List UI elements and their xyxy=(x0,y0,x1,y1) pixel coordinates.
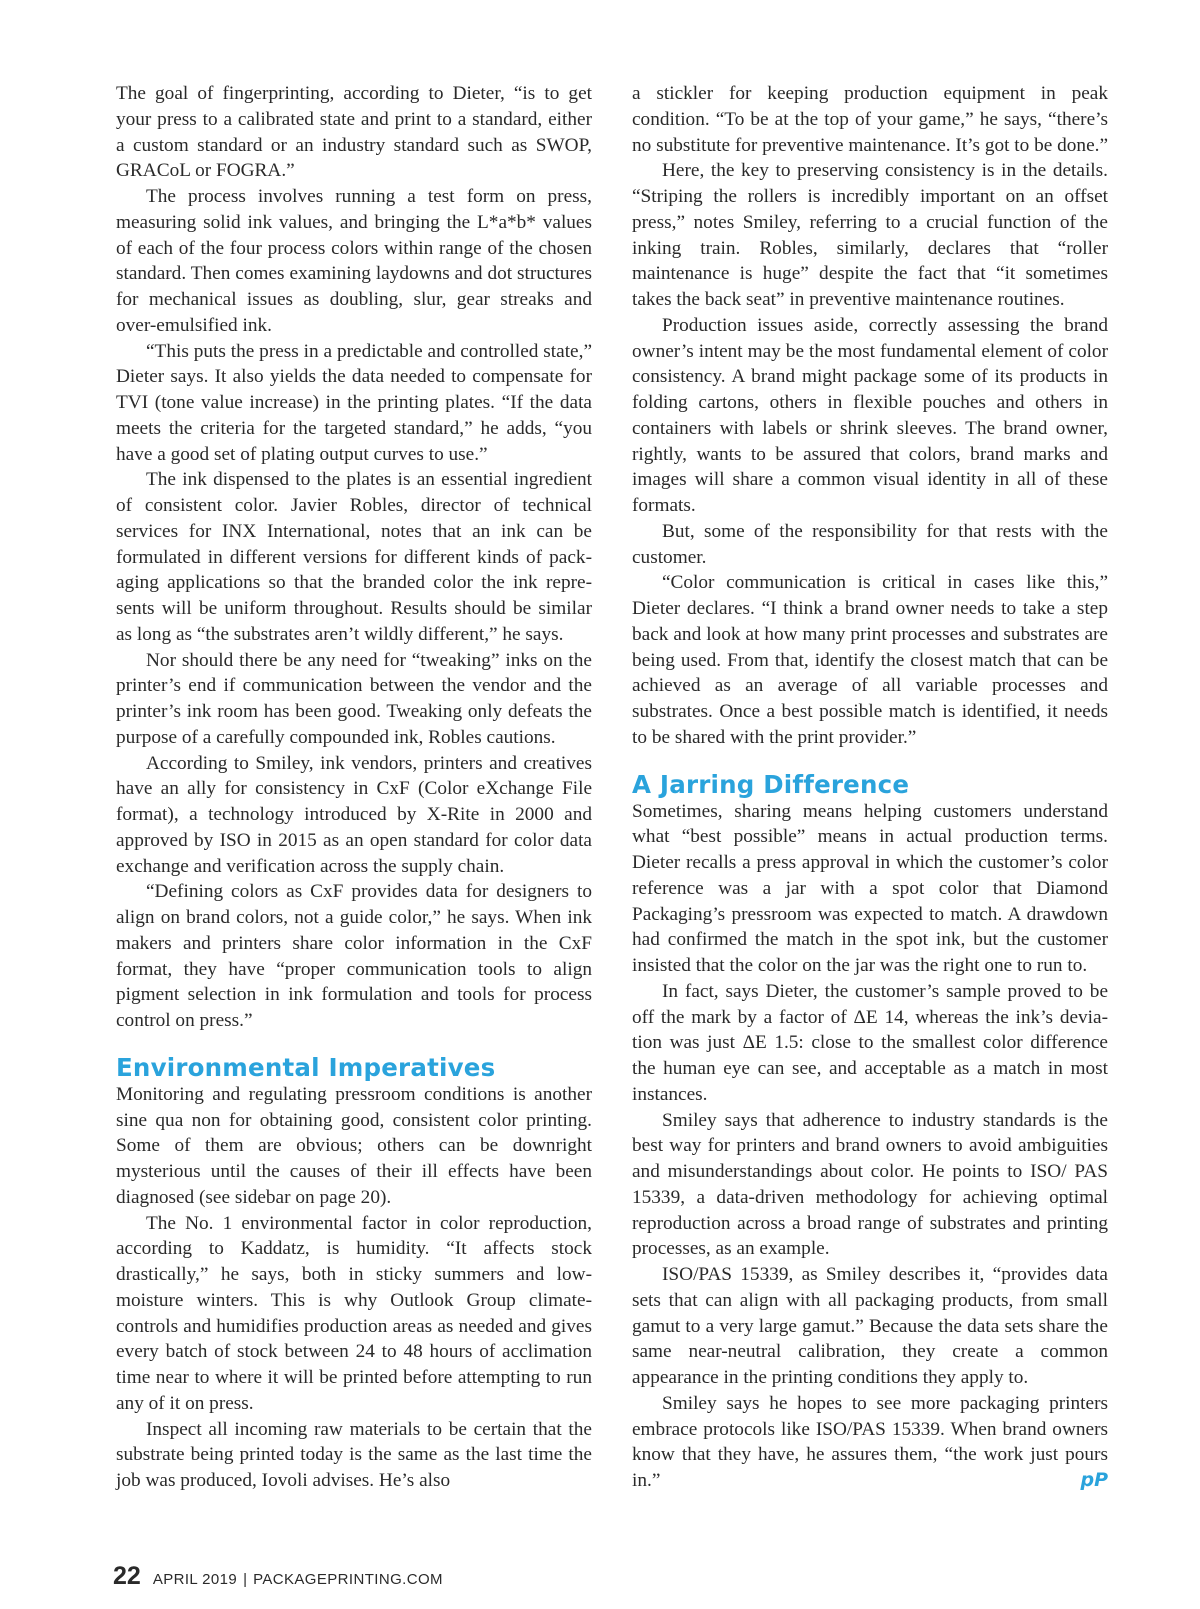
body-paragraph: The No. 1 environmental factor in color reproduction, according to Kaddatz, is humidity. “It affects stock drastically,” he says, both in sticky summers and low-moisture winters. This is why Outlook Group climate-controls and humidifies production areas as needed and gives every batch of stock between 24 to 48 hours of acclimation time near to where it will be printed before attempting to run any of it on press. xyxy=(116,1212,592,1414)
body-paragraph: “Color communication is critical in cases like this,” Dieter declares. “I think a brand owner needs to take a step back and look at how many print processes and substrates are being used. From that, identify the closest match that can be achieved as an average of all variable processes and substrates. Once a best possible match is identified, it needs to be shared with the print provider.” xyxy=(632,572,1108,748)
body-paragraph: Production issues aside, correctly assessing the brand owner’s intent may be the most fundamental element of color consistency. A brand might package some of its products in folding cartons, others in flexible pouches and others in containers with labels or shrink sleeves. The brand owner, rightly, wants to be assured that colors, brand marks and images will share a common visual identity in all of these formats. xyxy=(632,314,1108,516)
body-paragraph: The goal of fingerprinting, according to Dieter, “is to get your press to a calibrated state and print to a standard, either a custom standard or an industry standard such as SWOP, GRACoL or FOGRA.” xyxy=(116,83,592,182)
right-column xyxy=(632,81,1108,1494)
issue-date: APRIL 2019 xyxy=(152,1571,238,1588)
section-heading-a-jarring-difference: A Jarring Difference xyxy=(632,769,910,799)
end-mark-logo: pP xyxy=(1080,1469,1108,1491)
body-paragraph: ISO/PAS 15339, as Smiley describes it, “provides data sets that can align with all packaging products, from small gamut to a very large gamut.” Because the data sets share the same near-neutral calibration, they create a common appearance in the printing conditions they apply to. xyxy=(632,1264,1108,1388)
body-paragraph: Inspect all incoming raw materials to be certain that the substrate being printed today is the same as the last time the job was produced, Iovoli advises. He’s also xyxy=(116,1418,592,1491)
page-footer xyxy=(113,1562,443,1591)
body-paragraph: But, some of the responsibility for that rests with the customer. xyxy=(632,520,1108,568)
body-paragraph: Smiley says that adherence to industry standards is the best way for printers and brand owners to avoid ambiguities and misunderstandings about color. He points to ISO/ PAS 15339, a data-driven methodology for achieving optimal reproduction across a broad range of substrates and printing processes, as an example. xyxy=(632,1109,1108,1260)
body-paragraph: In fact, says Dieter, the customer’s sample proved to be off the mark by a factor of ΔE 14, whereas the ink’s deviation was just ΔE 1.5: close to the smallest color difference the human eye can see, and acceptable as a match in most instances. xyxy=(632,980,1108,1105)
final-paragraph-text: Smiley says he hopes to see more packaging printers embrace protocols like ISO/PAS 15339. When brand owners know that they have, he assures them, “the work just pours in.” xyxy=(632,1392,1108,1491)
body-paragraph: Nor should there be any need for “tweaking” inks on the printer’s end if communication between the vendor and the printer’s ink room has been good. Tweaking only defeats the purpose of a carefully compounded ink, Robles cautions. xyxy=(116,649,592,748)
body-paragraph: “This puts the press in a predictable and controlled state,” Dieter says. It also yields the data needed to compensate for TVI (tone value increase) in the printing plates. “If the data meets the criteria for the targeted standard,” he adds, “you have a good set of plating output curves to use.” xyxy=(116,340,592,465)
body-paragraph: The ink dispensed to the plates is an essential ingredient of consistent color. Javier Robles, director of technical services for INX International, notes that an ink can be formulated in different versions for different kinds of packaging applications so that the branded color the ink represents will be uniform throughout. Results should be similar as long as “the substrates aren’t wildly different,” he says. xyxy=(116,469,592,645)
body-paragraph: The process involves running a test form on press, measuring solid ink values, and bringing the L*a*b* values of each of the four process colors within range of the chosen standard. Then comes examining laydowns and dot structures for mechanical issues as doubling, slur, gear streaks and over-emulsified ink. xyxy=(116,186,592,336)
body-paragraph: “Defining colors as CxF provides data for designers to align on brand colors, not a guide color,” he says. When ink makers and printers share color information in the CxF format, they have “proper communication tools to align pigment selection in ink formulation and tools for process control on press.” xyxy=(116,881,592,1031)
section-heading-environmental-imperatives: Environmental Imperatives xyxy=(116,1052,496,1082)
body-paragraph: a stickler for keeping production equipment in peak condition. “To be at the top of your game,” he says, “there’s no substitute for preventive maintenance. It’s got to be done.” xyxy=(632,83,1109,156)
footer-separator: | xyxy=(243,1571,248,1588)
page-number: 22 xyxy=(113,1562,141,1590)
body-paragraph: According to Smiley, ink vendors, printers and creatives have an ally for consistency in CxF (Color eXchange File format), a technology introduced by X-Rite in 2000 and approved by ISO in 2015 as an open standard for color data exchange and verification across the supply chain. xyxy=(116,752,592,877)
left-column xyxy=(116,81,592,1494)
body-paragraph: Sometimes, sharing means helping customers understand what “best possible” means in actual production terms. Dieter recalls a press approval in which the customer’s color reference was a jar with a spot color that Diamond Packaging’s pressroom was expected to match. A drawdown had confirmed the match in the spot ink, but the customer insisted that the color on the jar was the right one to run to. xyxy=(632,800,1108,976)
body-paragraph: Monitoring and regulating pressroom conditions is another sine qua non for obtaining good, consistent color printing. Some of them are obvious; others can be downright mysterious until the causes of their ill effects have been diagnosed (see sidebar on page 20). xyxy=(116,1083,592,1208)
website-url: PACKAGEPRINTING.COM xyxy=(253,1571,443,1588)
body-paragraph: Here, the key to preserving consistency is in the details. “Striping the rollers is incredibly important on an offset press,” notes Smiley, referring to a crucial function of the inking train. Robles, similarly, declares that “roller maintenance is huge” despite the fact that “it sometimes takes the back seat” in preventive maintenance routines. xyxy=(632,160,1108,310)
body-paragraph-final xyxy=(632,1391,1108,1494)
